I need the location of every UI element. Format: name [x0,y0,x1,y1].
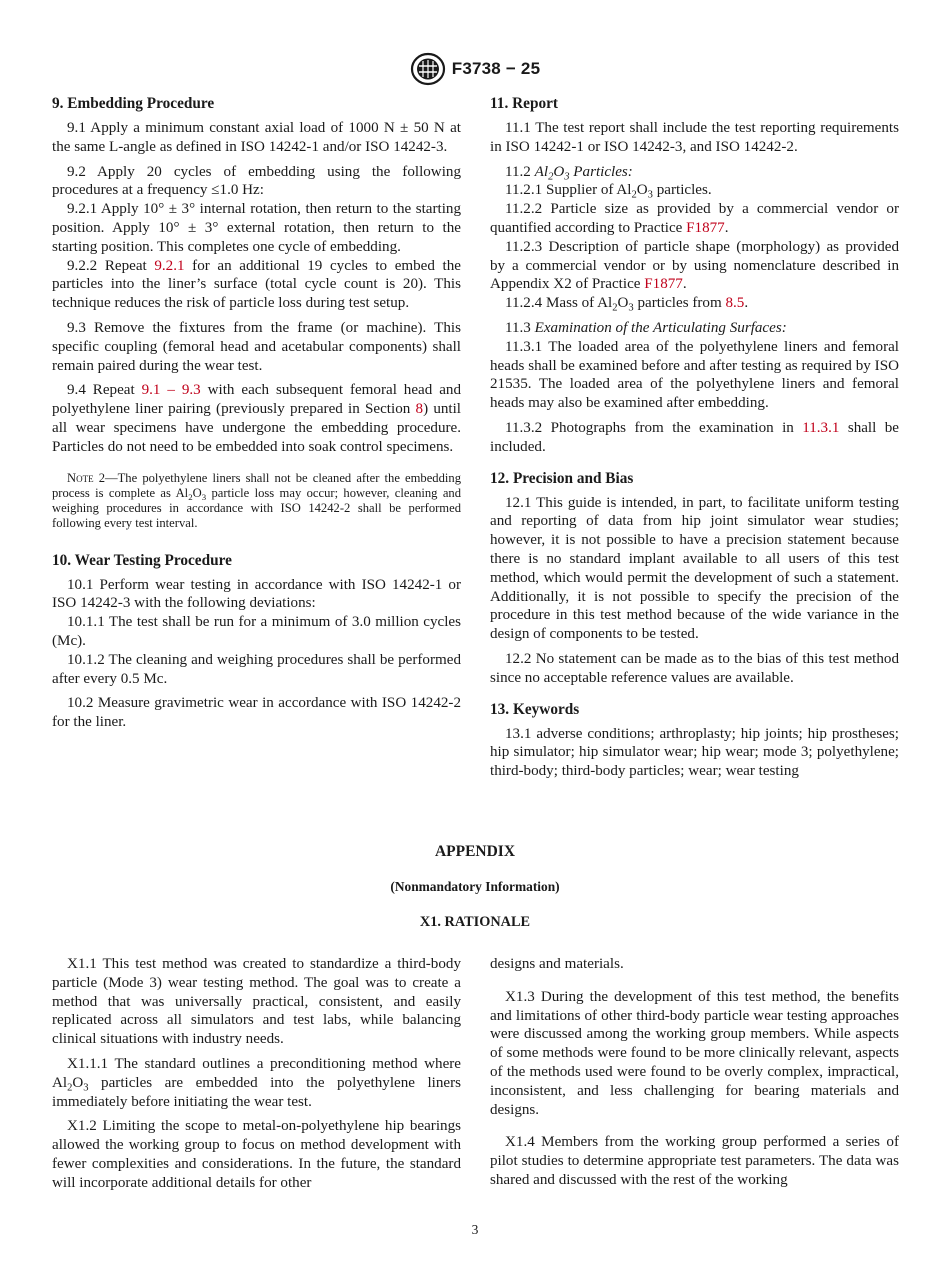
link-section-8[interactable]: 8 [415,401,424,418]
appendix-title: APPENDIX [434,843,516,860]
para-9-1: 9.1 Apply a minimum constant axial load of 1000 N ± 50 N at the same L-angle as defined in ISO 14242-1 and/or ISO 14242-3. [52,120,461,155]
para-9-4: 9.4 Repeat 9.1 – 9.3 with each subsequent femoral head and polyethylene liner pairing (previously prepared in Section 8) until all wear specimens have undergone the embedding procedure. Particles do not need to be embedded into soak control specimens. [52,382,461,455]
link-f1877[interactable]: F1877 [644,276,683,293]
note-2: Note 2—The polyethylene liners shall not be cleaned after the embedding process is complete as $Al_2O_3$ particle loss may occur; however, cleaning and weighing procedures in accordance with ISO 14242-2 shall be performed following every test interval. [52,470,462,530]
appendix-subtitle: (Nonmandatory Information) [390,879,560,894]
appendix-right-column [490,955,899,1190]
para-12-1: 12.1 This guide is intended, in part, to facilitate uniform testing and reporting of data from hip joint simulator wear studies; however, it is not possible to have a precision statement because there is no standard implant available to all users of this test method, which would permit the development of such a statement. Additionally, it is not possible to specify the precision of the procedure in this test method because of the wide variance in the design of components to be tested. [490,494,899,643]
para-11-2-4: 11.2.4 Mass of $Al_2O_3$ particles from 8.5. [505,295,749,314]
para-11-1: 11.1 The test report shall include the test reporting requirements in ISO 14242-1 or ISO 14242-3, and ISO 14242-2. [490,120,899,155]
para-x1-1-1: X1.1.1 The standard outlines a preconditioning method where $Al_2O_3$ particles are embedded into the polyethylene liners immediately before initiating the wear test. [52,1055,461,1110]
para-10-1: 10.1 Perform wear testing in accordance with ISO 14242-1 or ISO 14242-3 with the following deviations: [52,576,461,612]
para-x1-4: X1.4 Members from the working group performed a series of pilot studies to determine appropriate test parameters. The data was shared and discussed with the rest of the working [490,1134,899,1188]
para-9-2-2: 9.2.2 Repeat 9.2.1 for an additional 19 cycles to embed the particles into the liner’s surface (total cycle count is 20). This technique reduces the risk of particle loss during test setup. [52,257,461,312]
section-12-heading: 12. Precision and Bias [490,469,634,487]
para-9-2: 9.2 Apply 20 cycles of embedding using the following procedures at a frequency ≤1.0 Hz: [52,163,461,199]
para-11-3-1: 11.3.1 The loaded area of the polyethylene liners and femoral heads shall be examined before and after testing as required by ISO 21535. The loaded area of the polyethylene liners and femoral heads may also be examined after embedding. [490,338,899,412]
right-column [490,94,899,781]
para-11-2-1: 11.2.1 Supplier of $Al_2O_3$ particles. [505,182,712,202]
para-9-3: 9.3 Remove the fixtures from the frame (or machine). This specific coupling (femoral head and acetabular components) shall remain paired during the wear test. [52,319,461,374]
document-designation: F3738 − 25 [451,59,541,78]
para-12-2: 12.2 No statement can be made as to the bias of this test method since no acceptable reference values are available. [490,650,899,686]
astm-logo-icon [410,52,446,86]
section-11-heading: 11. Report [490,95,558,112]
page-header [0,52,950,86]
page-number: 3 [471,1222,479,1237]
para-11-2-3: 11.2.3 Description of particle shape (morphology) as provided by a commercial vendor or by using nomenclature described in Appendix X2 of Practice F1877. [490,238,899,293]
link-11-3-1[interactable]: 11.3.1 [802,419,840,436]
para-x1-2: X1.2 Limiting the scope to metal-on-polyethylene hip bearings allowed the working group to focus on method development with fewer complexities and considerations. In the future, the standard will incorporate additional details for other [52,1118,461,1191]
para-11-2: 11.2 $Al_2O_3$ Particles: [505,163,633,183]
para-11-3: 11.3 Examination of the Articulating Surfaces: [505,319,787,336]
appendix-left-column [52,955,461,1193]
section-13-heading: 13. Keywords [490,700,580,718]
para-13-1: 13.1 adverse conditions; arthroplasty; hip joints; hip prostheses; hip simulator; hip simulator wear; hip wear; mode 3; polyethylene; third-body; third-body particles; wear; wear testing [490,725,899,780]
para-x1-2-continued: designs and materials. [490,956,624,972]
para-11-2-2: 11.2.2 Particle size as provided by a commercial vendor or quantified according to Practice F1877. [490,201,899,236]
section-10-heading: 10. Wear Testing Procedure [52,551,232,569]
link-9-2-1[interactable]: 9.2.1 [154,257,185,274]
para-10-2: 10.2 Measure gravimetric wear in accordance with ISO 14242-2 for the liner. [52,695,461,731]
link-9-1-9-3[interactable]: 9.1 – 9.3 [141,382,201,399]
x1-title: X1. RATIONALE [419,914,531,930]
left-column [52,94,461,732]
para-x1-3: X1.3 During the development of this test method, the benefits and limitations of other third-body particle wear testing approaches were discussed among the working group members. While aspects of some methods were found to be more clinically relevant, aspects of the methods used were found to be overly complex, impractical, inconsistent, and less challenging for bearing materials and designs. [490,988,899,1118]
para-11-3-2: 11.3.2 Photographs from the examination in 11.3.1 shall be included. [490,419,899,455]
para-x1-1: X1.1 This test method was created to standardize a third-body particle (Mode 3) wear testing method. The goal was to create a method that was universally practical, consistent, and easily replicated across all simulators and test labs, while balancing clinical situations with industry needs. [52,956,461,1048]
para-10-1-2: 10.1.2 The cleaning and weighing procedures shall be performed after every 0.5 Mc. [52,651,461,687]
para-10-1-1: 10.1.1 The test shall be run for a minimum of 3.0 million cycles (Mc). [52,614,461,649]
para-9-2-1: 9.2.1 Apply 10° ± 3° internal rotation, then return to the starting position. Apply 10° ± 3° external rotation, then return to the starting position. This completes one cycle of embedding. [52,201,461,255]
link-8-5[interactable]: 8.5 [725,295,745,312]
link-f1877[interactable]: F1877 [686,219,725,236]
section-9-heading: 9. Embedding Procedure [52,95,215,112]
